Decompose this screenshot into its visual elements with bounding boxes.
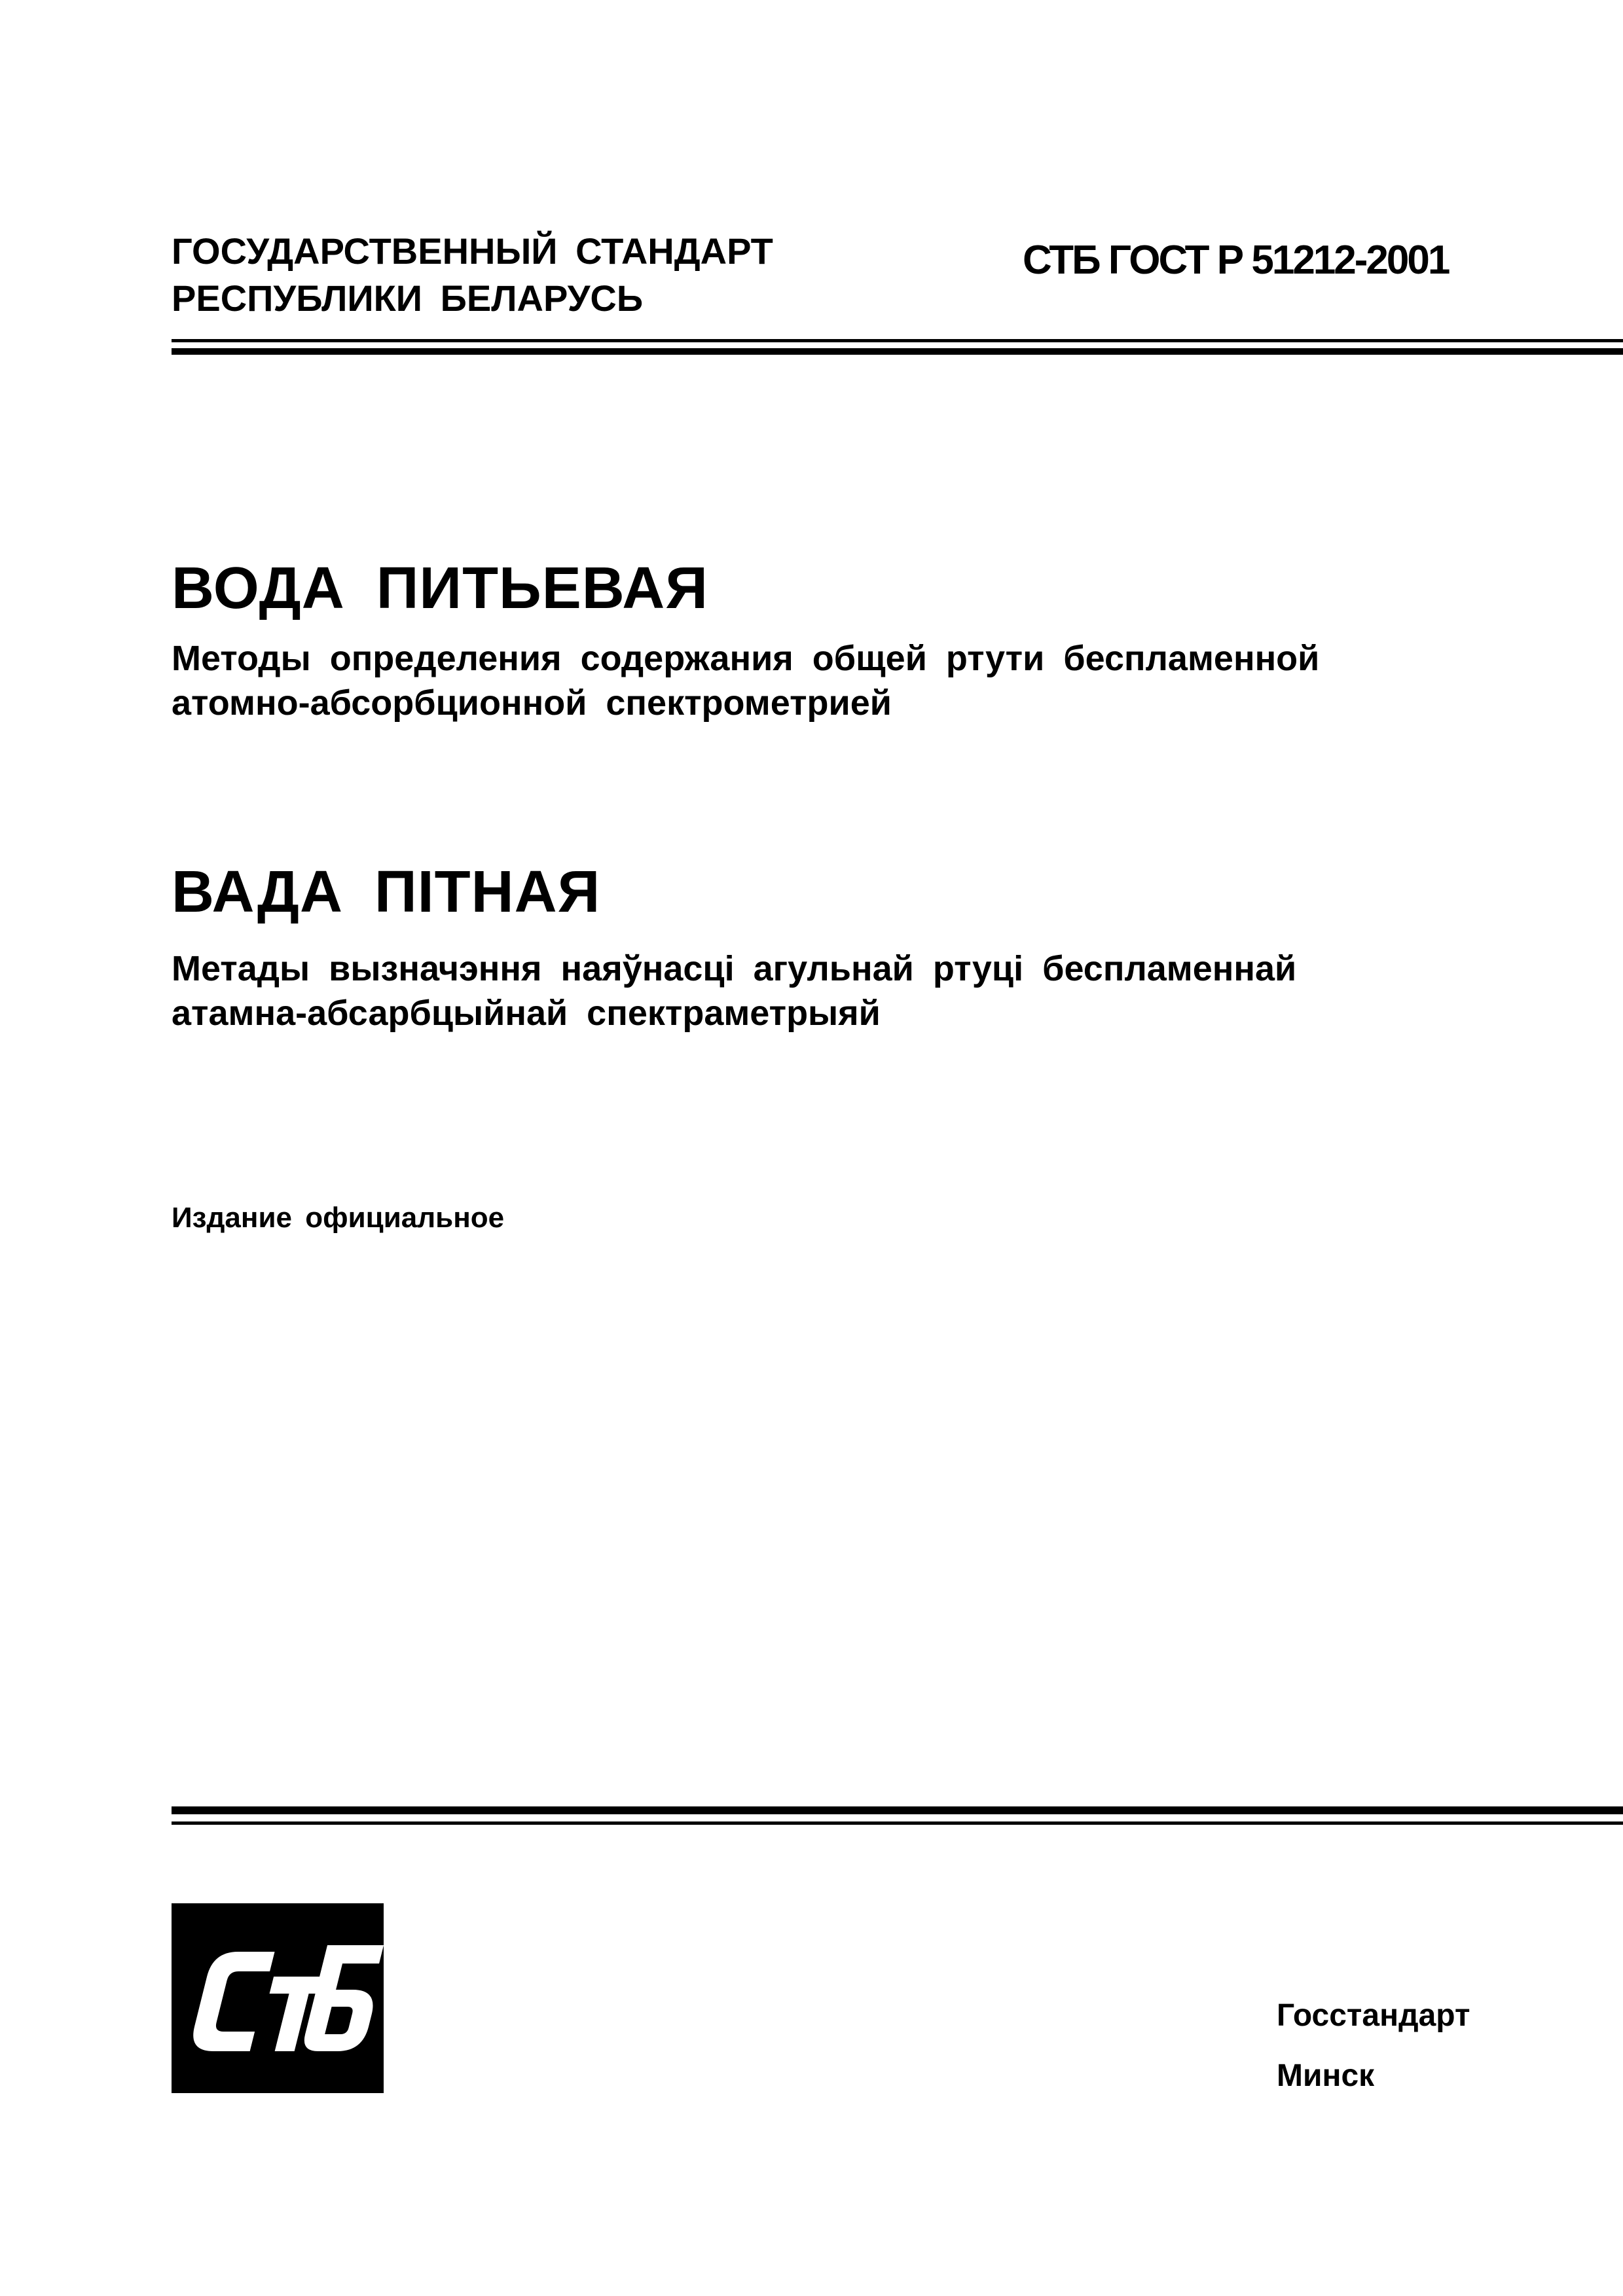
stb-logo-icon [172,1903,384,2093]
title-belarusian: ВАДА ПІТНАЯ [172,859,601,925]
header-rule-thin [172,339,1623,342]
edition-label: Издание официальное [172,1202,505,1234]
subtitle-belarusian-line-2: атамна-абсарбцыйнай спектраметрыяй [172,994,881,1033]
header-issuer [172,228,773,322]
subtitle-belarusian [172,946,1296,1035]
footer-rule-thin [172,1821,1623,1825]
header-line-2: РЕСПУБЛИКИ БЕЛАРУСЬ [172,278,644,319]
subtitle-russian-line-1: Методы определения содержания общей ртути беспламенной [172,639,1320,678]
standard-number: СТБ ГОСТ Р 51212-2001 [1023,238,1449,283]
footer-rule-thick [172,1806,1623,1814]
publisher-name: Госстандарт [1277,1998,1470,2033]
subtitle-russian [172,636,1319,725]
subtitle-russian-line-2: атомно-абсорбционной спектрометрией [172,683,892,723]
stb-logo-mark [172,1903,384,2093]
header-rule-thick [172,348,1623,355]
title-russian: ВОДА ПИТЬЕВАЯ [172,556,708,621]
header-line-1: ГОСУДАРСТВЕННЫЙ СТАНДАРТ [172,230,773,272]
subtitle-belarusian-line-1: Метады вызначэння наяўнасці агульнай ртуці беспламеннай [172,949,1297,988]
publisher-city: Минск [1277,2058,1375,2093]
